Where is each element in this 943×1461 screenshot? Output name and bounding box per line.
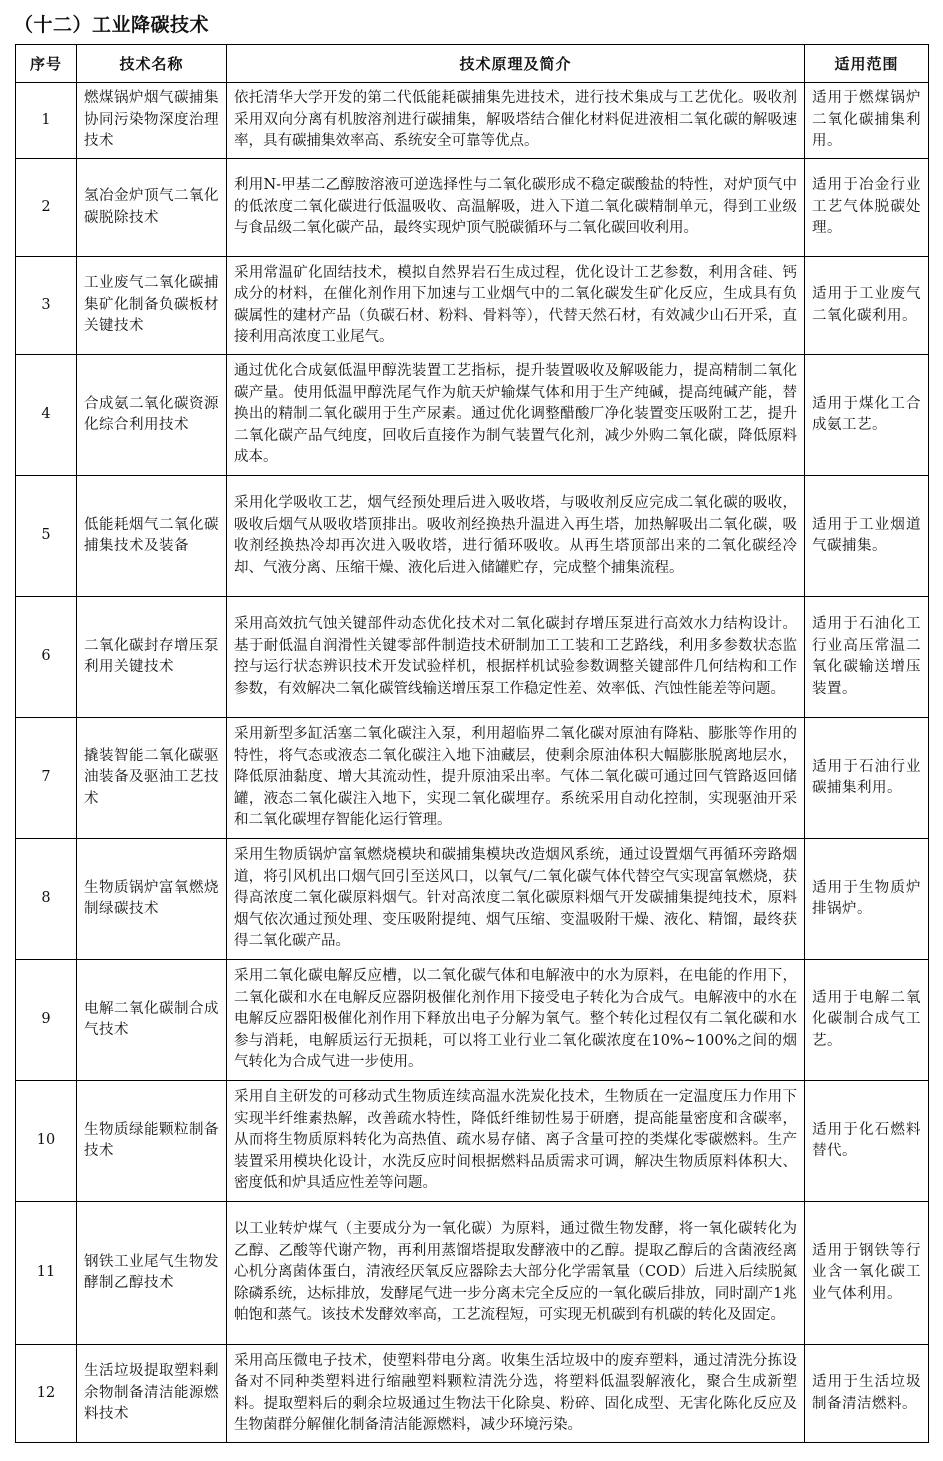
table-row <box>16 159 929 257</box>
table-header-row <box>16 45 929 83</box>
technology-name: 电解二氧化碳制合成气技术 <box>77 960 227 1081</box>
header-principle-description: 技术原理及简介 <box>227 45 805 83</box>
technology-name: 工业废气二氧化碳捕集矿化制备负碳板材关键技术 <box>77 257 227 355</box>
applicable-scope: 适用于工业废气二氧化碳利用。 <box>805 257 929 355</box>
technology-description: 采用生物质锅炉富氧燃烧模块和碳捕集模块改造烟风系统，通过设置烟气再循环旁路烟道，将引风机出口烟气回引至送风口，以氧气/二氧化碳气体代替空气实现富氧燃烧，获得高浓度二氧化碳原料烟气。针对高浓度二氧化碳原料烟气开发碳捕集提纯技术，原料烟气依次通过预处理、变压吸附提纯、烟气压缩、变温吸附干燥、液化、精馏，最终获得二氧化碳产品。 <box>227 839 805 960</box>
table-row <box>16 718 929 839</box>
technology-name: 生活垃圾提取塑料剩余物制备清洁能源燃料技术 <box>77 1345 227 1443</box>
row-number: 12 <box>16 1345 77 1443</box>
table-row <box>16 1081 929 1202</box>
table-row <box>16 597 929 718</box>
technology-name: 钢铁工业尾气生物发酵制乙醇技术 <box>77 1202 227 1345</box>
row-number: 11 <box>16 1202 77 1345</box>
applicable-scope: 适用于生物质炉排锅炉。 <box>805 839 929 960</box>
applicable-scope: 适用于燃煤锅炉二氧化碳捕集利用。 <box>805 83 929 159</box>
technology-name: 撬装智能二氧化碳驱油装备及驱油工艺技术 <box>77 718 227 839</box>
table-row <box>16 257 929 355</box>
technology-description: 通过优化合成氨低温甲醇洗装置工艺指标，提升装置吸收及解吸能力，提高精制二氧化碳产量。使用低温甲醇洗尾气作为航天炉输煤气体和用于生产纯碱，提高纯碱产能，替换出的精制二氧化碳用于生产尿素。通过优化调整醋酸厂净化装置变压吸附工艺，提升二氧化碳产品气纯度，回收后直接作为制气装置气化剂，减少外购二氧化碳，降低原料成本。 <box>227 355 805 476</box>
row-number: 9 <box>16 960 77 1081</box>
row-number: 10 <box>16 1081 77 1202</box>
row-number: 5 <box>16 476 77 597</box>
header-serial-number: 序号 <box>16 45 77 83</box>
applicable-scope: 适用于化石燃料替代。 <box>805 1081 929 1202</box>
technology-description: 以工业转炉煤气（主要成分为一氧化碳）为原料，通过微生物发酵，将一氧化碳转化为乙醇、乙酸等代谢产物，再利用蒸馏塔提取发酵液中的乙醇。提取乙醇后的含菌液经离心机分离菌体蛋白，清液经厌氧反应器除去大部分化学需氧量（COD）后进入后续脱氮除磷系统，达标排放，发酵尾气进一步分离未完全反应的一氧化碳后排放，同时副产1兆帕饱和蒸气。该技术发酵效率高，工艺流程短，可实现无机碳到有机碳的转化及固定。 <box>227 1202 805 1345</box>
technology-name: 低能耗烟气二氧化碳捕集技术及装备 <box>77 476 227 597</box>
applicable-scope: 适用于冶金行业工艺气体脱碳处理。 <box>805 159 929 257</box>
applicable-scope: 适用于石油行业碳捕集利用。 <box>805 718 929 839</box>
technology-name: 生物质绿能颗粒制备技术 <box>77 1081 227 1202</box>
technology-name: 生物质锅炉富氧燃烧制绿碳技术 <box>77 839 227 960</box>
technology-name: 燃煤锅炉烟气碳捕集协同污染物深度治理技术 <box>77 83 227 159</box>
technology-description: 依托清华大学开发的第二代低能耗碳捕集先进技术，进行技术集成与工艺优化。吸收剂采用双向分离有机胺溶剂进行碳捕集，解吸塔结合催化材料促进液相二氧化碳的解吸速率，具有碳捕集效率高、系统安全可靠等优点。 <box>227 83 805 159</box>
row-number: 3 <box>16 257 77 355</box>
table-body <box>16 83 929 1443</box>
applicable-scope: 适用于工业烟道气碳捕集。 <box>805 476 929 597</box>
table-row <box>16 839 929 960</box>
technology-description: 采用高压微电子技术，使塑料带电分离。收集生活垃圾中的废弃塑料，通过清洗分拣设备对不同种类塑料进行缩融塑料颗粒清洗分选，将塑料低温裂解液化，聚合生成新塑料。提取塑料后的剩余垃圾通过生物法干化除臭、粉碎、固化成型、无害化陈化反应及生物菌群分解催化制备清洁能源燃料，减少环境污染。 <box>227 1345 805 1443</box>
technology-description: 采用常温矿化固结技术，模拟自然界岩石生成过程，优化设计工艺参数，利用含硅、钙成分的材料，在催化剂作用下加速与工业烟气中的二氧化碳发生矿化反应，生成具有负碳属性的建材产品（负碳石材、粉料、骨料等），代替天然石材，有效减少山石开采，直接利用高浓度工业尾气。 <box>227 257 805 355</box>
applicable-scope: 适用于石油化工行业高压常温二氧化碳输送增压装置。 <box>805 597 929 718</box>
applicable-scope: 适用于钢铁等行业含一氧化碳工业气体利用。 <box>805 1202 929 1345</box>
table-header <box>16 45 929 83</box>
header-technology-name: 技术名称 <box>77 45 227 83</box>
row-number: 1 <box>16 83 77 159</box>
technology-description: 采用高效抗气蚀关键部件动态优化技术对二氧化碳封存增压泵进行高效水力结构设计。基于耐低温自润滑性关键零部件制造技术研制加工工装和工艺路线，利用多参数状态监控与运行状态辨识技术开发试验样机，根据样机试验参数调整关键部件几何结构和工作参数，有效解决二氧化碳管线输送增压泵工作稳定性差、效率低、汽蚀性能差等问题。 <box>227 597 805 718</box>
table-row <box>16 1202 929 1345</box>
section-title: （十二）工业降碳技术 <box>14 14 210 36</box>
technology-name: 氢冶金炉顶气二氧化碳脱除技术 <box>77 159 227 257</box>
applicable-scope: 适用于电解二氧化碳制合成气工艺。 <box>805 960 929 1081</box>
technology-description: 采用化学吸收工艺，烟气经预处理后进入吸收塔，与吸收剂反应完成二氧化碳的吸收，吸收后烟气从吸收塔顶排出。吸收剂经换热升温进入再生塔，加热解吸出二氧化碳，吸收剂经换热冷却再次进入吸收塔，进行循环吸收。从再生塔顶部出来的二氧化碳经冷却、气液分离、压缩干燥、液化后进入储罐贮存，完成整个捕集流程。 <box>227 476 805 597</box>
table-row <box>16 960 929 1081</box>
table-row <box>16 1345 929 1443</box>
row-number: 4 <box>16 355 77 476</box>
row-number: 2 <box>16 159 77 257</box>
table-row <box>16 83 929 159</box>
technology-description: 利用N-甲基二乙醇胺溶液可逆选择性与二氧化碳形成不稳定碳酸盐的特性，对炉顶气中的低浓度二氧化碳进行低温吸收、高温解吸，进入下道二氧化碳精制单元，得到工业级与食品级二氧化碳产品，最终实现炉顶气脱碳循环与二氧化碳回收利用。 <box>227 159 805 257</box>
header-applicable-scope: 适用范围 <box>805 45 929 83</box>
technology-name: 合成氨二氧化碳资源化综合利用技术 <box>77 355 227 476</box>
row-number: 8 <box>16 839 77 960</box>
technology-description: 采用二氧化碳电解反应槽，以二氧化碳气体和电解液中的水为原料，在电能的作用下，二氧化碳和水在电解反应器阴极催化剂作用下接受电子转化为合成气。电解液中的水在电解反应器阳极催化剂作用下释放出电子分解为氧气。整个转化过程仅有二氧化碳和水参与消耗，电解质运行无损耗，可以将工业行业二氧化碳浓度在10%~100%之间的烟气转化为合成气进一步使用。 <box>227 960 805 1081</box>
technology-description: 采用自主研发的可移动式生物质连续高温水洗炭化技术，生物质在一定温度压力作用下实现半纤维素热解，改善疏水特性，降低纤维韧性易于研磨，提高能量密度和含碳率，从而将生物质原料转化为高热值、疏水易存储、离子含量可控的类煤化零碳燃料。生产装置采用模块化设计，水洗反应时间根据燃料品质需求可调，解决生物质原料体积大、密度低和炉具适应性差等问题。 <box>227 1081 805 1202</box>
row-number: 6 <box>16 597 77 718</box>
row-number: 7 <box>16 718 77 839</box>
technology-name: 二氧化碳封存增压泵利用关键技术 <box>77 597 227 718</box>
technology-description: 采用新型多缸活塞二氧化碳注入泵，利用超临界二氧化碳对原油有降粘、膨胀等作用的特性，将气态或液态二氧化碳注入地下油藏层，使剩余原油体积大幅膨胀脱离地层水，降低原油黏度、增大其流动性，提升原油采出率。气体二氧化碳可通过回气管路返回储罐，液态二氧化碳注入地下，实现二氧化碳埋存。系统采用自动化控制，实现驱油开采和二氧化碳埋存智能化运行管理。 <box>227 718 805 839</box>
table-row <box>16 476 929 597</box>
applicable-scope: 适用于煤化工合成氨工艺。 <box>805 355 929 476</box>
table-row <box>16 355 929 476</box>
applicable-scope: 适用于生活垃圾制备清洁燃料。 <box>805 1345 929 1443</box>
technology-table <box>15 44 929 1443</box>
